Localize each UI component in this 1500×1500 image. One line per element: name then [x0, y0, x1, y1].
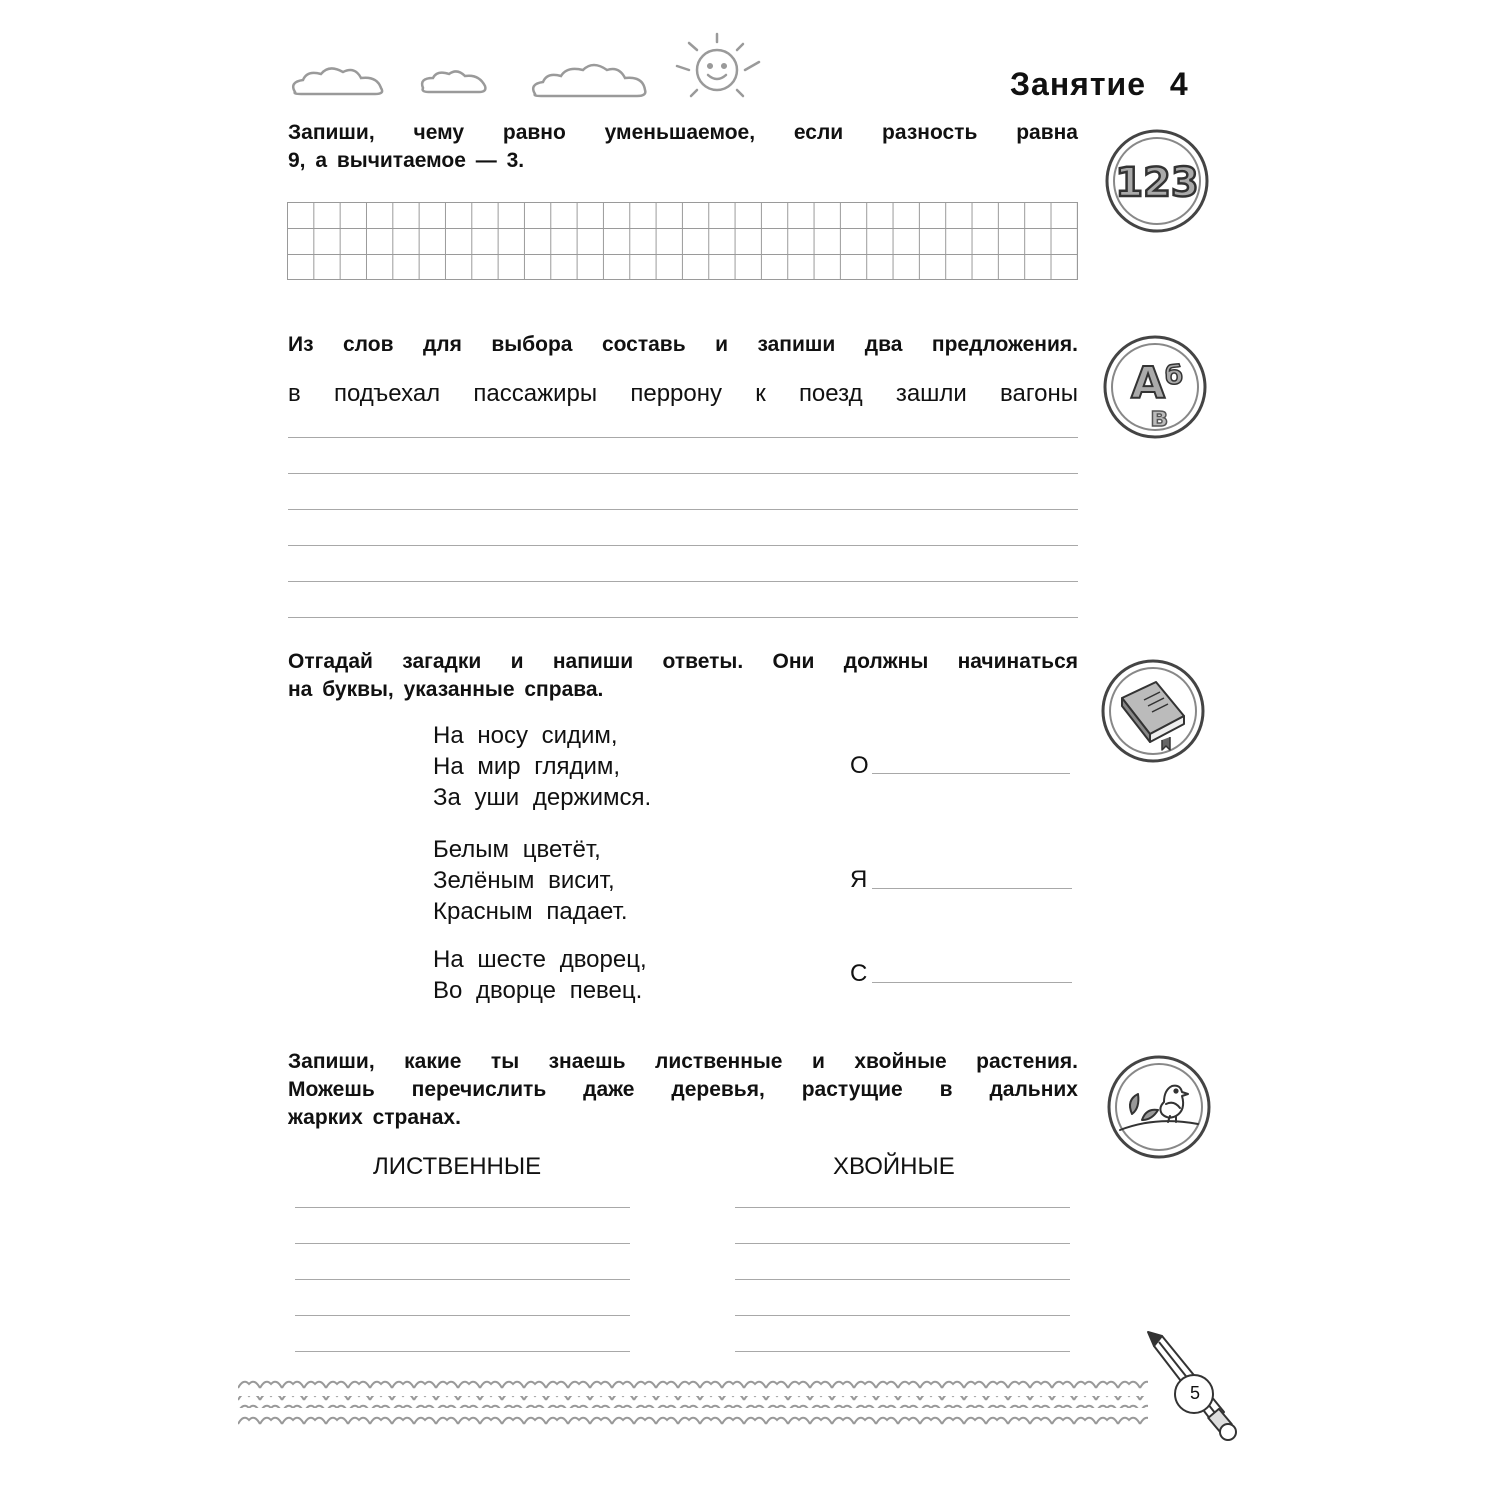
- word-bank: [288, 380, 1078, 408]
- task4-line-3: жарких странах.: [288, 1106, 461, 1129]
- writing-line[interactable]: [295, 1351, 630, 1352]
- answer-line[interactable]: [872, 982, 1072, 983]
- icon-letter-b: б: [1164, 361, 1184, 391]
- riddle-line: На мир глядим,: [433, 753, 621, 780]
- writing-line[interactable]: [735, 1315, 1070, 1316]
- answer-letter: С: [850, 960, 868, 987]
- word-bank-item: подъехал: [333, 380, 441, 407]
- writing-line[interactable]: [735, 1243, 1070, 1244]
- riddle-1: [433, 720, 651, 813]
- wave-decoration: [238, 1378, 1148, 1438]
- riddle-line: Красным падает.: [433, 898, 628, 925]
- icon-numbers-text: 123: [1115, 160, 1199, 206]
- answer-letter: Я: [850, 866, 868, 893]
- answer-letter: О: [850, 752, 869, 779]
- task2-instruction: [288, 331, 1078, 359]
- writing-line[interactable]: [288, 473, 1078, 474]
- math-numbers-icon: [1104, 128, 1210, 239]
- riddle-3: [433, 944, 647, 1006]
- word-bank-item: в: [288, 380, 301, 407]
- task1-line-2: 9, а вычитаемое — 3.: [288, 149, 525, 172]
- word-bank-item: зашли: [895, 380, 967, 407]
- riddle-line: На носу сидим,: [433, 722, 618, 749]
- riddle-line: За уши держимся.: [433, 784, 652, 811]
- writing-line[interactable]: [295, 1207, 630, 1208]
- writing-line[interactable]: [295, 1243, 630, 1244]
- alphabet-letters-icon: [1102, 334, 1208, 445]
- writing-line[interactable]: [295, 1279, 630, 1280]
- task3-line-1: Отгадай загадки и напиши ответы. Они должны начинаться: [288, 650, 1078, 673]
- task1-line-1: Запиши, чему равно уменьшаемое, если разность равна: [288, 121, 1078, 144]
- column-header-deciduous: ЛИСТВЕННЫЕ: [373, 1153, 542, 1180]
- answer-line[interactable]: [872, 773, 1070, 774]
- writing-line[interactable]: [735, 1207, 1070, 1208]
- writing-line[interactable]: [288, 617, 1078, 618]
- icon-letter-a: А: [1130, 358, 1166, 409]
- word-bank-item: вагоны: [1000, 380, 1078, 407]
- writing-line[interactable]: [288, 509, 1078, 510]
- clouds-and-sun-illustration: [285, 30, 775, 110]
- word-bank-item: поезд: [798, 380, 863, 407]
- riddle-line: Во дворце певец.: [433, 977, 643, 1004]
- task2-line: Из слов для выбора составь и запиши два предложения.: [288, 333, 1078, 356]
- header-decoration: [285, 30, 775, 110]
- word-bank-item: перрону: [630, 380, 722, 407]
- riddle-line: На шесте дворец,: [433, 946, 647, 973]
- word-bank-item: пассажиры: [473, 380, 598, 407]
- task3-instruction: [288, 648, 1078, 704]
- answer-grid[interactable]: [287, 202, 1078, 280]
- task4-line-2: Можешь перечислить даже деревья, растущие в дальних: [288, 1078, 1078, 1101]
- writing-line[interactable]: [295, 1315, 630, 1316]
- writing-line[interactable]: [288, 437, 1078, 438]
- word-bank-item: к: [755, 380, 766, 407]
- lesson-title: Занятие 4: [1010, 66, 1189, 102]
- bird-on-branch-icon: [1106, 1054, 1212, 1165]
- task4-line-1: Запиши, какие ты знаешь лиственные и хвойные растения.: [288, 1050, 1078, 1073]
- page-number: 5: [1189, 1383, 1200, 1403]
- riddle-line: Зелёным висит,: [433, 867, 615, 894]
- writing-line[interactable]: [735, 1351, 1070, 1352]
- riddle-2: [433, 834, 628, 927]
- answer-line[interactable]: [872, 888, 1072, 889]
- writing-line[interactable]: [288, 581, 1078, 582]
- riddle-line: Белым цветёт,: [433, 836, 601, 863]
- task4-instruction: [288, 1048, 1078, 1132]
- task3-line-2: на буквы, указанные справа.: [288, 678, 604, 701]
- footer-waves: [238, 1378, 1148, 1438]
- book-icon: [1100, 658, 1206, 769]
- icon-letter-v: в: [1150, 400, 1168, 433]
- task1-instruction: [288, 119, 1078, 175]
- writing-line[interactable]: [288, 545, 1078, 546]
- writing-line[interactable]: [735, 1279, 1070, 1280]
- column-header-coniferous: ХВОЙНЫЕ: [833, 1153, 955, 1180]
